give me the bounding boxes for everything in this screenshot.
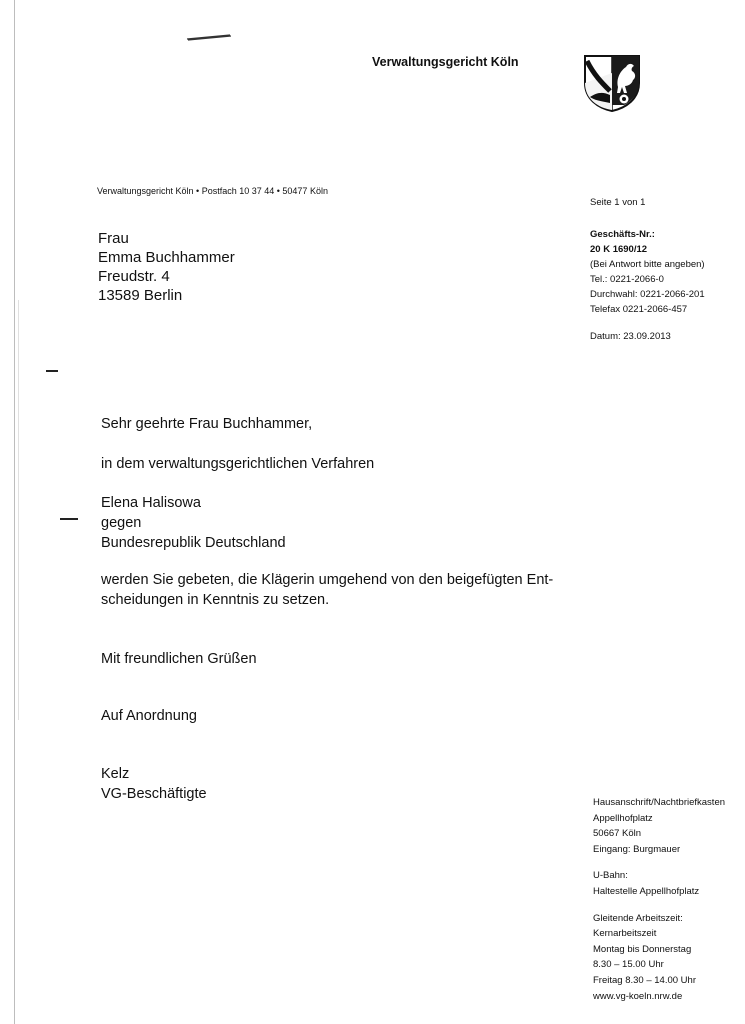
letter-request: [101, 570, 553, 610]
fax-number: Telefax 0221-2066-457: [590, 304, 688, 315]
address-entrance: Eingang: Burgmauer: [593, 843, 681, 855]
court-name: Verwaltungsgericht Köln: [372, 55, 519, 69]
request-line: werden Sie gebeten, die Klägerin umgehend von den beigefügten Ent-: [101, 572, 554, 588]
case-info: [590, 227, 705, 317]
party-plaintiff: Elena Halisowa: [101, 495, 201, 511]
party-versus: gegen: [101, 515, 142, 531]
transit-heading: U-Bahn:: [593, 870, 628, 882]
recipient-street: Freudstr. 4: [98, 268, 170, 285]
letter-authority: Auf Anordnung: [101, 708, 197, 724]
hours-friday: Freitag 8.30 – 14.00 Uhr: [593, 974, 696, 986]
address-city: 50667 Köln: [593, 828, 642, 840]
case-note: (Bei Antwort bitte angeben): [590, 259, 705, 270]
party-defendant: Bundesrepublik Deutschland: [101, 535, 286, 551]
return-address: Verwaltungsgericht Köln • Postfach 10 37 44 • 50477 Köln: [97, 186, 328, 196]
spacer: [593, 857, 725, 868]
hours-heading: Gleitende Arbeitszeit:: [593, 912, 683, 924]
hours-days: Montag bis Donnerstag: [593, 943, 692, 955]
case-parties: [101, 493, 286, 553]
nrw-coat-of-arms-icon: [582, 53, 642, 113]
court-website: www.vg-koeln.nrw.de: [593, 990, 683, 1002]
punch-mark: [60, 518, 78, 520]
hours-mon-thu: 8.30 – 15.00 Uhr: [593, 959, 664, 971]
signatory-title: VG-Beschäftigte: [101, 786, 207, 802]
phone-number: Tel.: 0221-2066-0: [590, 274, 664, 285]
request-line: scheidungen in Kenntnis zu setzen.: [101, 592, 330, 608]
letter-salutation: Sehr geehrte Frau Buchhammer,: [101, 416, 313, 432]
address-street: Appellhofplatz: [593, 812, 653, 824]
recipient-name: Emma Buchhammer: [98, 249, 235, 266]
scan-edge-line: [18, 300, 19, 720]
recipient-city: 13589 Berlin: [98, 287, 183, 304]
recipient-salutation-line: Frau: [98, 230, 129, 247]
spacer: [593, 900, 725, 911]
letter-date: Datum: 23.09.2013: [590, 331, 671, 342]
scribble-mark: [186, 33, 232, 41]
page-indicator: Seite 1 von 1: [590, 197, 646, 208]
signatory-name: Kelz: [101, 766, 130, 782]
scan-edge-line: [14, 0, 15, 1024]
transit-stop: Haltestelle Appellhofplatz: [593, 885, 700, 897]
hours-core: Kernarbeitszeit: [593, 928, 657, 940]
letter-closing: Mit freundlichen Grüßen: [101, 651, 257, 667]
letter-intro: in dem verwaltungsgerichtlichen Verfahren: [101, 456, 375, 472]
case-label: Geschäfts-Nr.:: [590, 229, 655, 240]
address-heading: Hausanschrift/Nachtbriefkasten: [593, 797, 726, 808]
signatory: [101, 764, 207, 804]
fold-mark: [46, 370, 58, 372]
case-number: 20 K 1690/12: [590, 244, 648, 255]
recipient-address: [98, 229, 235, 305]
direct-dial: Durchwahl: 0221-2066-201: [590, 289, 705, 300]
court-contact-footer: [593, 795, 725, 1004]
